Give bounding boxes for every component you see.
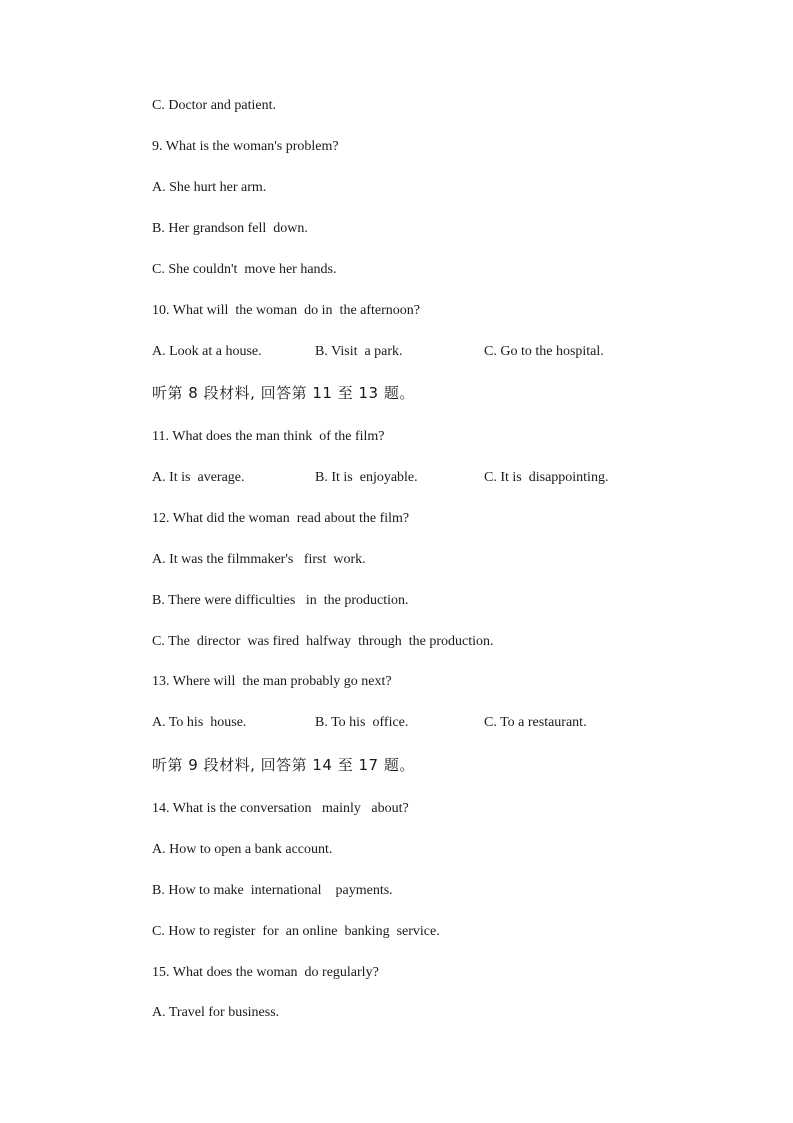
- q11-option-a: A. It is average.: [152, 470, 245, 485]
- q13-option-a: A. To his house.: [152, 715, 247, 730]
- q13-option-c: C. To a restaurant.: [484, 715, 587, 730]
- q12-question: 12. What did the woman read about the film?: [152, 511, 410, 526]
- q10-question: 10. What will the woman do in the afternoon?: [152, 303, 421, 318]
- q11-option-b: B. It is enjoyable.: [315, 470, 418, 485]
- q10-option-b: B. Visit a park.: [315, 344, 403, 359]
- q10-option-a: A. Look at a house.: [152, 344, 262, 359]
- q15-option-a: A. Travel for business.: [152, 1005, 280, 1020]
- q10-option-c: C. Go to the hospital.: [484, 344, 604, 359]
- q12-option-b: B. There were difficulties in the production.: [152, 593, 409, 608]
- q13-option-b: B. To his office.: [315, 715, 409, 730]
- q9-question: 9. What is the woman's problem?: [152, 139, 339, 154]
- q9-option-b: B. Her grandson fell down.: [152, 221, 308, 236]
- q9-option-c: C. She couldn't move her hands.: [152, 262, 337, 277]
- q8-option-c: C. Doctor and patient.: [152, 98, 277, 113]
- q14-option-b: B. How to make international payments.: [152, 883, 393, 898]
- q14-option-a: A. How to open a bank account.: [152, 842, 333, 857]
- q13-question: 13. Where will the man probably go next?: [152, 674, 392, 689]
- section-9-heading: 听第 9 段材料, 回答第 14 至 17 题。: [152, 756, 415, 774]
- q11-question: 11. What does the man think of the film?: [152, 429, 385, 444]
- q12-option-a: A. It was the filmmaker's first work.: [152, 552, 366, 567]
- q14-option-c: C. How to register for an online banking service.: [152, 924, 440, 939]
- q11-option-c: C. It is disappointing.: [484, 470, 609, 485]
- section-8-heading: 听第 8 段材料, 回答第 11 至 13 题。: [152, 384, 415, 402]
- q12-option-c: C. The director was fired halfway through the production.: [152, 634, 494, 649]
- q14-question: 14. What is the conversation mainly about?: [152, 801, 409, 816]
- q9-option-a: A. She hurt her arm.: [152, 180, 267, 195]
- q15-question: 15. What does the woman do regularly?: [152, 965, 379, 980]
